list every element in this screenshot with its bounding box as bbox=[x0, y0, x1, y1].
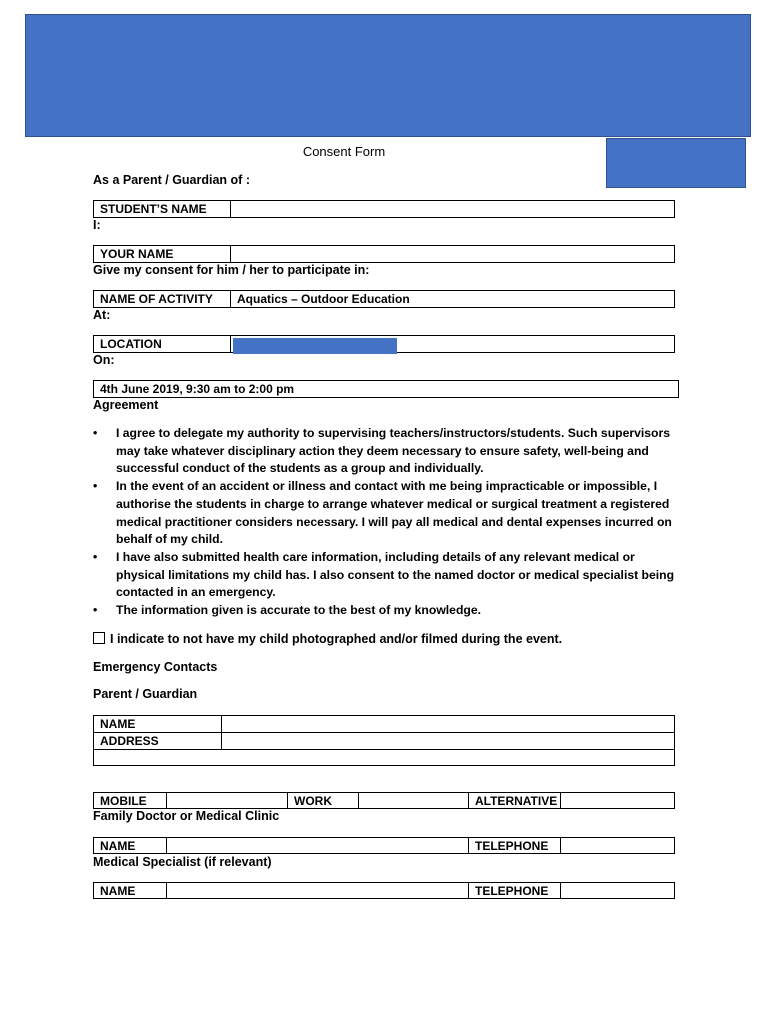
consent-line: Give my consent for him / her to participate in: bbox=[93, 263, 370, 277]
activity-label: NAME OF ACTIVITY bbox=[94, 291, 231, 307]
bullet-icon: • bbox=[93, 549, 98, 564]
alternative-label: ALTERNATIVE bbox=[469, 793, 561, 808]
parent-name-row bbox=[94, 716, 674, 733]
student-name-label: STUDENT’S NAME bbox=[94, 201, 231, 217]
agreement-heading: Agreement bbox=[93, 398, 159, 412]
at-label: At: bbox=[93, 308, 111, 322]
alternative-field[interactable] bbox=[561, 793, 674, 808]
date-row bbox=[93, 380, 679, 398]
agreement-item: • I agree to delegate my authority to supervising teachers/instructors/students. Such supervisors may take whatever disciplinary action they deem necessary to ensure safety, well-being and successful conduct of the students as a group and individually. bbox=[93, 426, 671, 476]
agreement-item: • The information given is accurate to the best of my knowledge. bbox=[93, 602, 678, 620]
your-name-row bbox=[93, 245, 675, 263]
activity-row bbox=[93, 290, 675, 308]
student-name-field[interactable] bbox=[231, 201, 674, 217]
bullet-icon: • bbox=[93, 479, 98, 494]
your-name-field[interactable] bbox=[231, 246, 674, 262]
work-field[interactable] bbox=[359, 793, 469, 808]
specialist-telephone-label: TELEPHONE bbox=[469, 883, 561, 898]
doctor-telephone-label: TELEPHONE bbox=[469, 838, 561, 853]
parent-address-row bbox=[94, 733, 674, 750]
photo-opt-out-checkbox[interactable] bbox=[93, 632, 105, 644]
doctor-name-field[interactable] bbox=[167, 838, 469, 853]
parent-name-label: NAME bbox=[94, 716, 222, 732]
doctor-heading: Family Doctor or Medical Clinic bbox=[93, 809, 280, 823]
parent-name-field[interactable] bbox=[222, 716, 674, 732]
agreement-item: • In the event of an accident or illness and contact with me being impracticable or impossible, I authorise the students in charge to arrange whatever medical or surgical treatment a registered medical practitioner considers necessary. I will pay all medical and dental expenses incurred on behalf of my child. bbox=[93, 479, 672, 547]
phone-row bbox=[93, 792, 675, 809]
intro-text: As a Parent / Guardian of : bbox=[93, 173, 250, 187]
specialist-name-field[interactable] bbox=[167, 883, 469, 898]
location-redaction bbox=[233, 338, 397, 354]
photo-opt-out-label: I indicate to not have my child photographed and/or filmed during the event. bbox=[110, 632, 563, 646]
mobile-label: MOBILE bbox=[94, 793, 167, 808]
emergency-heading: Emergency Contacts bbox=[93, 660, 218, 674]
specialist-telephone-field[interactable] bbox=[561, 883, 674, 898]
student-name-row bbox=[93, 200, 675, 218]
bullet-icon: • bbox=[93, 426, 98, 440]
on-label: On: bbox=[93, 353, 115, 367]
doctor-row bbox=[93, 837, 675, 854]
doctor-telephone-field[interactable] bbox=[561, 838, 674, 853]
specialist-name-label: NAME bbox=[94, 883, 167, 898]
specialist-row bbox=[93, 882, 675, 899]
i-label: I: bbox=[93, 218, 101, 232]
agreement-item: • I have also submitted health care information, including details of any relevant medical or physical limitations my child has. I also consent to the named doctor or medical specialist being contacted in an emergency. bbox=[93, 549, 675, 600]
parent-address-line-2[interactable] bbox=[94, 750, 674, 766]
mobile-field[interactable] bbox=[167, 793, 288, 808]
location-label: LOCATION bbox=[94, 336, 231, 352]
doctor-name-label: NAME bbox=[94, 838, 167, 853]
photo-opt-out bbox=[93, 632, 562, 646]
your-name-label: YOUR NAME bbox=[94, 246, 231, 262]
work-label: WORK bbox=[288, 793, 359, 808]
specialist-heading: Medical Specialist (if relevant) bbox=[93, 855, 272, 869]
date-field[interactable]: 4th June 2019, 9:30 am to 2:00 pm bbox=[100, 382, 295, 396]
parent-table bbox=[93, 715, 675, 766]
parent-heading: Parent / Guardian bbox=[93, 687, 198, 701]
parent-address-label: ADDRESS bbox=[94, 733, 222, 749]
form-title: Consent Form bbox=[302, 144, 386, 159]
bullet-icon: • bbox=[93, 603, 98, 618]
agreement-list bbox=[93, 425, 678, 620]
header-banner bbox=[25, 14, 751, 137]
activity-field[interactable]: Aquatics – Outdoor Education bbox=[237, 292, 410, 306]
parent-address-field[interactable] bbox=[222, 733, 674, 749]
